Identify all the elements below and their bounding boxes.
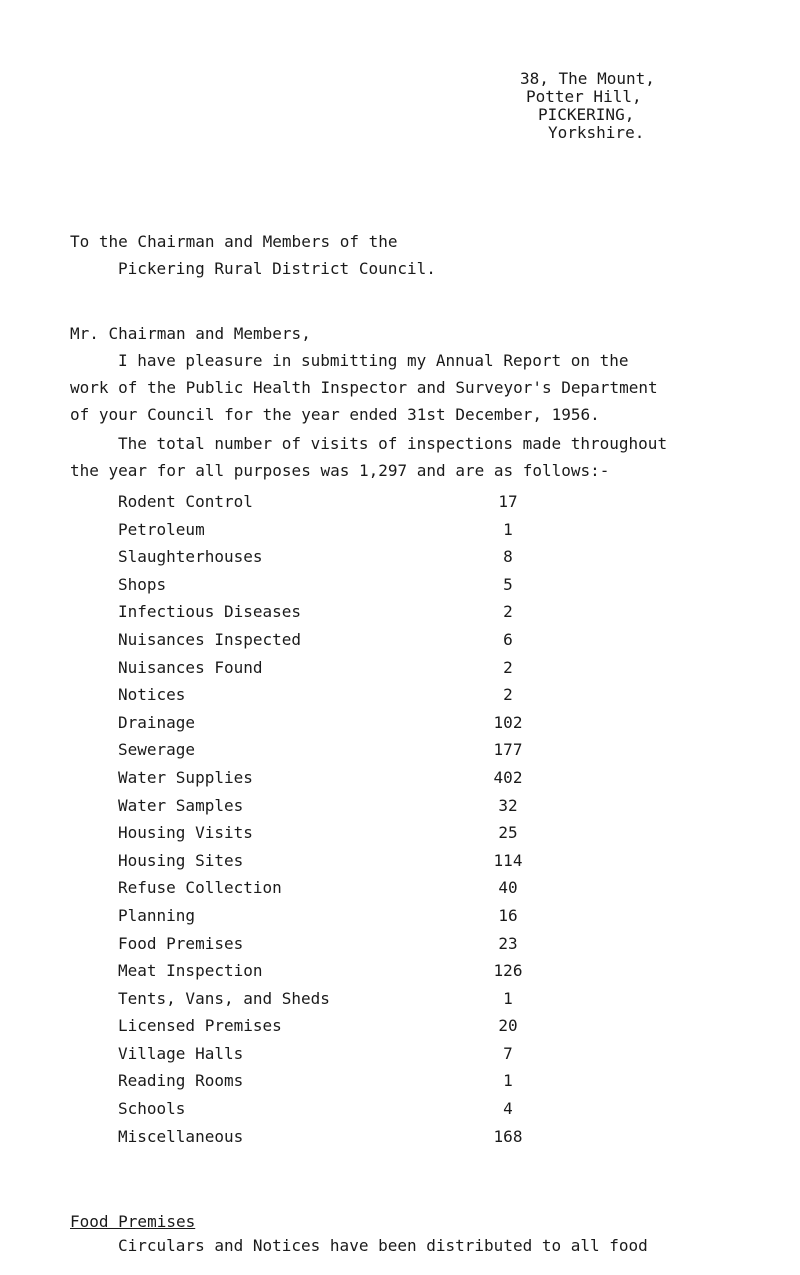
table-row xyxy=(118,847,538,875)
address-line-3: PICKERING, xyxy=(538,105,635,124)
table-row xyxy=(118,957,538,985)
row-label: Housing Visits xyxy=(118,823,253,843)
table-row xyxy=(118,1067,538,1095)
row-value: 4 xyxy=(503,1099,513,1119)
section-text: Circulars and Notices have been distributed to all food xyxy=(118,1236,648,1255)
paragraph-line-1: I have pleasure in submitting my Annual Report on the xyxy=(118,351,629,370)
table-row xyxy=(118,1012,538,1040)
row-label: Sewerage xyxy=(118,740,196,760)
table-row xyxy=(118,930,538,958)
row-value: 16 xyxy=(498,905,518,925)
row-value: 32 xyxy=(498,795,518,815)
row-label: Petroleum xyxy=(118,519,205,539)
row-value: 17 xyxy=(498,492,518,511)
row-label: Nuisances Found xyxy=(118,657,263,677)
row-value: 7 xyxy=(503,1043,513,1063)
row-value: 25 xyxy=(498,823,518,843)
opening-paragraph xyxy=(70,320,770,428)
paragraph-line-2: work of the Public Health Inspector and Surveyor's Department xyxy=(70,378,658,397)
table-row xyxy=(118,1123,538,1151)
address-line-4: Yorkshire. xyxy=(548,123,645,142)
table-row xyxy=(118,598,538,626)
row-value: 1 xyxy=(503,519,513,539)
table-row xyxy=(118,1040,538,1068)
recipient-block xyxy=(70,228,436,282)
recipient-line-2: Pickering Rural District Council. xyxy=(118,259,436,278)
table-row xyxy=(118,792,538,820)
table-row xyxy=(118,736,538,764)
row-label: Refuse Collection xyxy=(118,878,282,898)
address-line-1: 38, The Mount, xyxy=(520,69,655,88)
row-label: Water Supplies xyxy=(118,767,253,787)
table-row xyxy=(118,985,538,1013)
table-row xyxy=(118,571,538,599)
visits-line-2: the year for all purposes was 1,297 and are as follows:- xyxy=(70,461,610,480)
row-value: 1 xyxy=(503,988,513,1008)
row-label: Meat Inspection xyxy=(118,961,263,981)
table-row xyxy=(118,902,538,930)
recipient-line-1: To the Chairman and Members of the xyxy=(70,232,398,251)
row-value: 23 xyxy=(498,933,518,953)
visits-table xyxy=(118,488,538,1150)
table-row xyxy=(118,819,538,847)
sender-address xyxy=(520,70,655,142)
row-value: 114 xyxy=(493,850,523,870)
table-row xyxy=(118,488,538,516)
table-row xyxy=(118,654,538,682)
row-label: Notices xyxy=(118,685,186,705)
table-row xyxy=(118,764,538,792)
row-label: Slaughterhouses xyxy=(118,547,263,567)
row-label: Shops xyxy=(118,574,167,594)
visits-line-1: The total number of visits of inspections made throughout xyxy=(118,434,668,453)
row-label: Food Premises xyxy=(118,933,244,953)
row-label: Drainage xyxy=(118,712,196,732)
table-row xyxy=(118,626,538,654)
row-value: 126 xyxy=(493,961,523,981)
table-row xyxy=(118,516,538,544)
table-row xyxy=(118,1095,538,1123)
row-value: 177 xyxy=(493,740,523,760)
row-label: Infectious Diseases xyxy=(118,602,302,622)
row-value: 8 xyxy=(503,547,513,567)
row-value: 40 xyxy=(498,878,518,898)
table-row xyxy=(118,874,538,902)
row-label: Rodent Control xyxy=(118,492,253,511)
row-value: 6 xyxy=(503,629,513,649)
table-row xyxy=(118,543,538,571)
section-heading: Food Premises xyxy=(70,1212,196,1231)
row-value: 402 xyxy=(493,767,523,787)
row-value: 102 xyxy=(493,712,523,732)
row-label: Nuisances Inspected xyxy=(118,629,302,649)
row-value: 5 xyxy=(503,574,513,594)
visits-paragraph xyxy=(70,430,790,484)
row-value: 2 xyxy=(503,657,513,677)
greeting-line: Mr. Chairman and Members, xyxy=(70,324,311,343)
row-label: Village Halls xyxy=(118,1043,244,1063)
row-value: 2 xyxy=(503,685,513,705)
table-row xyxy=(118,681,538,709)
row-label: Planning xyxy=(118,905,196,925)
row-label: Water Samples xyxy=(118,795,244,815)
row-label: Reading Rooms xyxy=(118,1071,244,1091)
row-label: Housing Sites xyxy=(118,850,244,870)
row-label: Licensed Premises xyxy=(118,1016,282,1036)
row-label: Schools xyxy=(118,1099,186,1119)
row-label: Tents, Vans, and Sheds xyxy=(118,988,330,1008)
row-value: 2 xyxy=(503,602,513,622)
address-line-2: Potter Hill, xyxy=(526,87,642,106)
row-value: 20 xyxy=(498,1016,518,1036)
row-value: 1 xyxy=(503,1071,513,1091)
row-label: Miscellaneous xyxy=(118,1126,244,1146)
row-value: 168 xyxy=(493,1126,523,1146)
table-row xyxy=(118,709,538,737)
paragraph-line-3: of your Council for the year ended 31st December, 1956. xyxy=(70,405,600,424)
